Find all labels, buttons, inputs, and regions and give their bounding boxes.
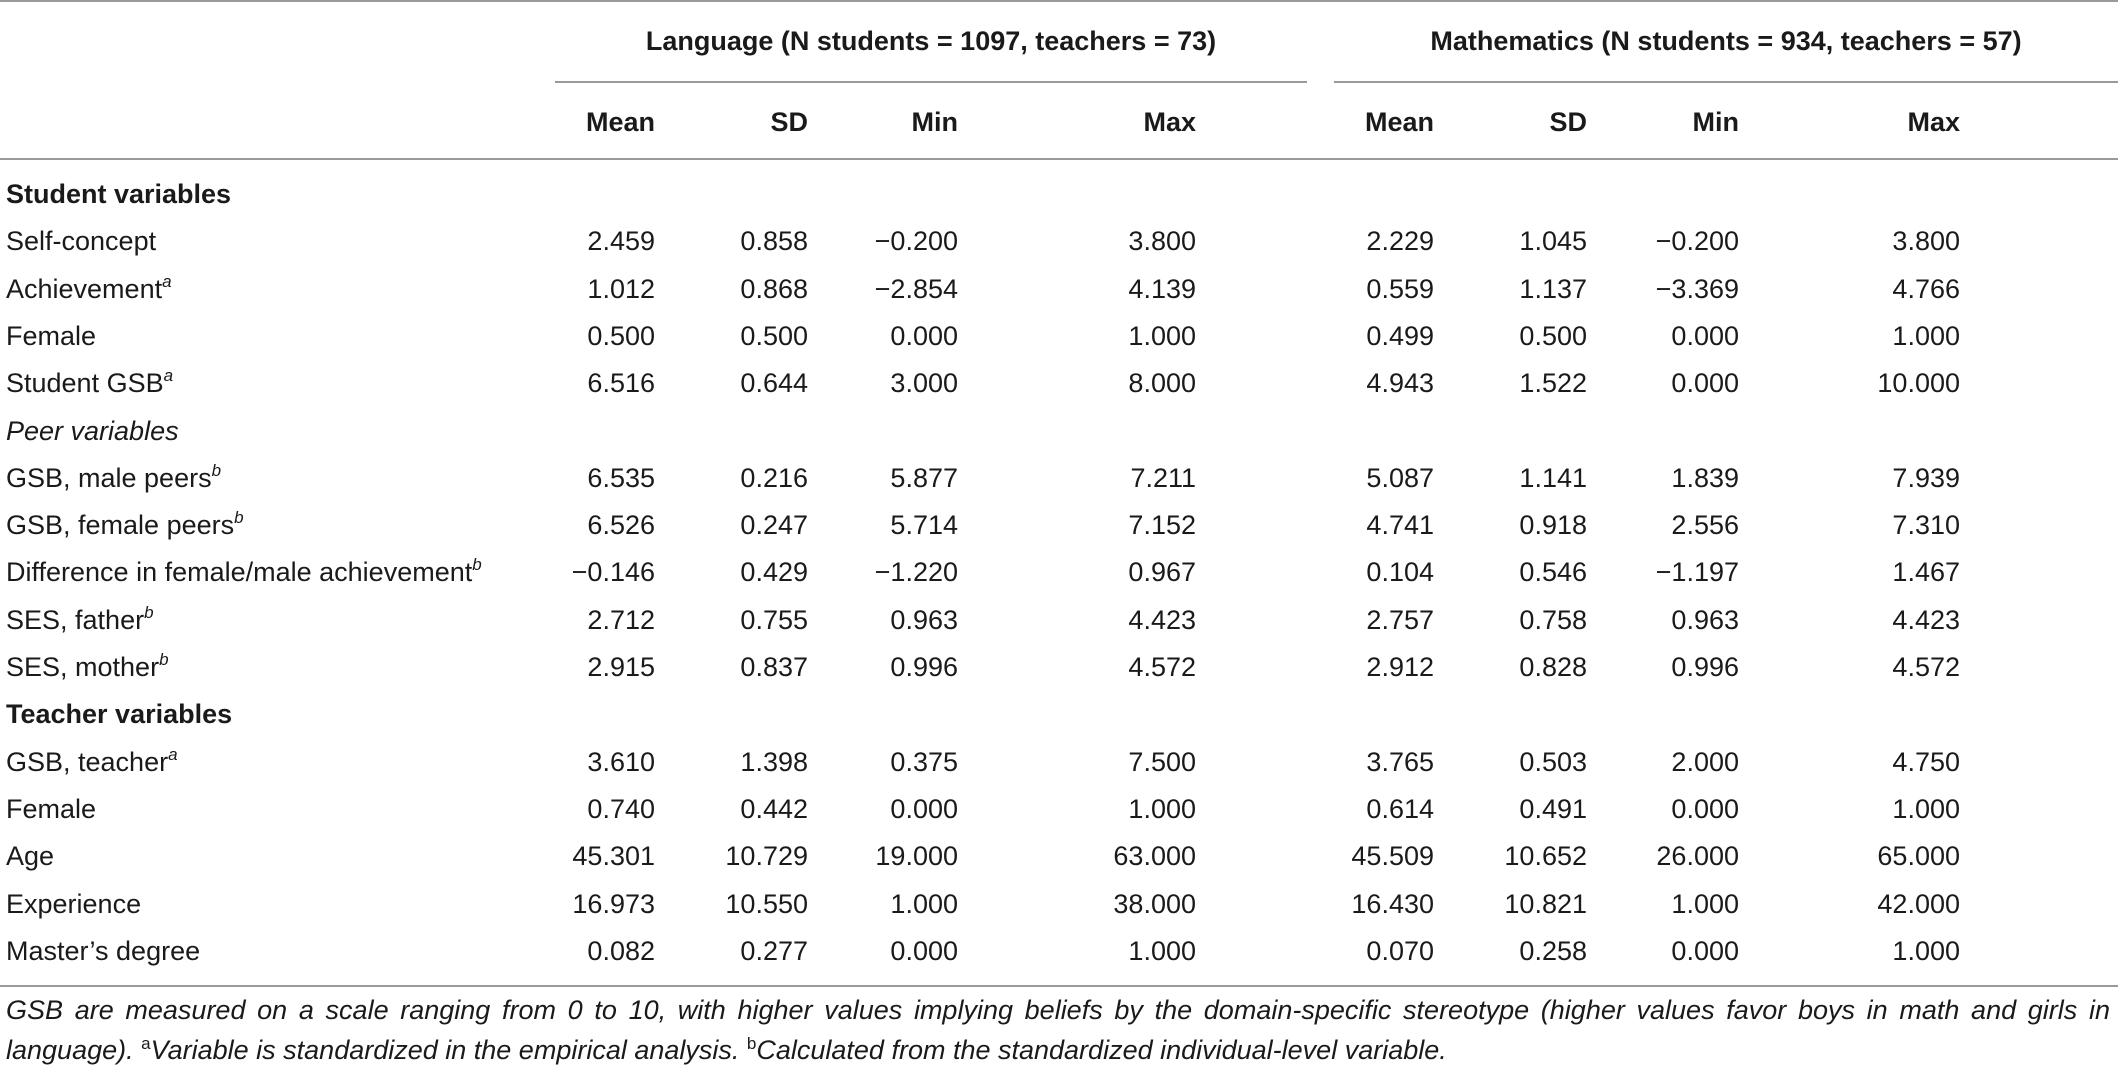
table-cell-language-min: −1.220 (874, 557, 958, 588)
column-header-language-sd: SD (770, 107, 808, 137)
table-cell-mathematics-min: 1.839 (1671, 462, 1739, 493)
table-cell-mathematics-mean: 0.559 (1366, 273, 1434, 304)
column-header-mathematics-mean: Mean (1364, 107, 1434, 137)
table-cell-mathematics-max: 4.423 (1892, 604, 1960, 635)
row-label-text: Experience (6, 888, 142, 919)
table-cell-language-min: −2.854 (874, 273, 958, 304)
row-label-text: Student variables (6, 179, 232, 209)
table-cell-language-mean: 3.610 (587, 746, 655, 777)
top-rule (0, 0, 2118, 2)
table-cell-mathematics-sd: 0.491 (1519, 793, 1587, 824)
table-cell-mathematics-mean: 4.741 (1366, 510, 1434, 541)
column-header-language-min: Min (911, 107, 958, 137)
table-cell-language-mean: 6.535 (587, 462, 655, 493)
table-cell-mathematics-max: 4.766 (1892, 273, 1960, 304)
table-cell-language-sd: 0.837 (740, 652, 808, 682)
footnote-b-text: Calculated from the standardized individual-level variable. (756, 1035, 1447, 1065)
table-cell-mathematics-min: 2.000 (1671, 746, 1739, 777)
table-cell-mathematics-max: 7.939 (1892, 462, 1960, 493)
table-cell-language-mean: 1.012 (587, 273, 655, 304)
table-cell-language-min: 1.000 (890, 888, 958, 919)
language-group-rule (555, 81, 1307, 83)
bottom-rule (0, 985, 2118, 987)
row-label (6, 934, 200, 968)
table-cell-language-mean: 6.516 (587, 368, 655, 399)
row-label-text: Master’s degree (6, 935, 201, 966)
table-cell-mathematics-max: 10.000 (1877, 368, 1960, 399)
row-label (6, 272, 172, 306)
group-header-language: Language (N students = 1097, teachers = 73) (645, 26, 1217, 56)
table-cell-mathematics-min: −3.369 (1655, 273, 1739, 304)
row-label (6, 366, 173, 400)
table-cell-mathematics-sd: 10.821 (1504, 888, 1587, 919)
table-cell-language-max: 4.572 (1128, 652, 1196, 682)
table-cell-language-sd: 0.429 (740, 557, 808, 588)
table-cell-mathematics-mean: 4.943 (1366, 368, 1434, 399)
table-cell-language-min: 0.000 (890, 793, 958, 824)
table-cell-mathematics-max: 3.800 (1892, 226, 1960, 257)
footnote-a-mark: a (141, 1034, 151, 1053)
table-cell-mathematics-sd: 0.258 (1519, 935, 1587, 966)
table-cell-mathematics-min: 0.963 (1671, 604, 1739, 635)
table-cell-mathematics-sd: 0.546 (1519, 557, 1587, 588)
footnote-marker: a (163, 366, 174, 386)
row-label-text: Self-concept (6, 226, 157, 257)
table-cell-language-mean: 2.915 (587, 652, 655, 682)
table-cell-mathematics-max: 42.000 (1877, 888, 1960, 919)
table-cell-language-sd: 0.277 (740, 935, 808, 966)
table-cell-language-min: −0.200 (874, 226, 958, 257)
row-label (6, 224, 156, 258)
table-cell-language-mean: 0.082 (587, 935, 655, 966)
row-label (6, 555, 482, 589)
table-cell-mathematics-max: 7.310 (1892, 510, 1960, 541)
table-cell-mathematics-mean: 0.070 (1366, 935, 1434, 966)
table-cell-mathematics-max: 65.000 (1877, 841, 1960, 872)
row-label-text: Achievement (6, 273, 163, 304)
table-cell-mathematics-mean: 2.912 (1366, 652, 1434, 682)
table-cell-language-min: 0.375 (890, 746, 958, 777)
table-cell-mathematics-min: 1.000 (1671, 888, 1739, 919)
footnote-a-text: Variable is standardized in the empirical analysis. (150, 1035, 740, 1065)
row-label (6, 650, 169, 684)
table-cell-language-sd: 0.644 (740, 368, 808, 399)
row-label (6, 887, 141, 921)
row-label-text: Peer variables (6, 415, 179, 446)
row-label-text: Age (6, 841, 55, 872)
row-label-text: GSB, female peers (6, 510, 235, 541)
table-cell-mathematics-min: 0.996 (1671, 652, 1739, 682)
table-cell-language-max: 7.152 (1128, 510, 1196, 541)
row-label-text: Female (6, 320, 97, 351)
column-header-mathematics-max: Max (1907, 107, 1960, 137)
table-cell-mathematics-sd: 1.141 (1519, 462, 1587, 493)
table-cell-language-mean: 45.301 (572, 841, 655, 872)
table-cell-language-min: 5.877 (890, 462, 958, 493)
table-cell-mathematics-max: 1.467 (1892, 557, 1960, 588)
table-footnote (6, 990, 2110, 1070)
table-cell-language-sd: 0.500 (740, 320, 808, 351)
table-cell-mathematics-max: 1.000 (1892, 793, 1960, 824)
row-label (6, 508, 244, 542)
table-cell-language-max: 8.000 (1128, 368, 1196, 399)
table-cell-language-sd: 0.442 (740, 793, 808, 824)
table-cell-mathematics-mean: 3.765 (1366, 746, 1434, 777)
row-label (6, 603, 154, 637)
table-cell-mathematics-sd: 1.045 (1519, 226, 1587, 257)
table-cell-language-mean: 0.740 (587, 793, 655, 824)
mathematics-group-rule (1334, 81, 2118, 83)
table-cell-mathematics-min: 0.000 (1671, 935, 1739, 966)
table-cell-mathematics-sd: 1.522 (1519, 368, 1587, 399)
table-cell-language-min: 19.000 (875, 841, 958, 872)
table-cell-mathematics-min: 0.000 (1671, 320, 1739, 351)
footnote-b-mark: b (746, 1034, 757, 1053)
footnote-marker: b (159, 650, 169, 669)
table-cell-language-min: 3.000 (890, 368, 958, 399)
row-label (6, 319, 96, 353)
footnote-marker: b (472, 555, 482, 575)
row-label (6, 839, 54, 873)
table-cell-language-mean: −0.146 (571, 557, 655, 588)
table-cell-mathematics-mean: 2.757 (1366, 604, 1434, 635)
row-label-text: GSB, teacher (6, 746, 169, 777)
table-cell-language-max: 1.000 (1128, 793, 1196, 824)
group-header-mathematics: Mathematics (N students = 934, teachers = 57) (1430, 26, 2022, 56)
table-cell-language-max: 63.000 (1113, 841, 1196, 872)
table-cell-language-max: 3.800 (1128, 226, 1196, 257)
table-cell-language-mean: 6.526 (587, 510, 655, 541)
table-cell-mathematics-mean: 45.509 (1351, 841, 1434, 872)
table-cell-language-sd: 0.868 (740, 273, 808, 304)
column-header-mathematics-min: Min (1692, 107, 1739, 137)
header-rule (0, 158, 2118, 160)
table-cell-mathematics-max: 1.000 (1892, 935, 1960, 966)
table-cell-language-sd: 0.858 (740, 226, 808, 257)
table-cell-mathematics-max: 4.750 (1892, 746, 1960, 777)
table-cell-mathematics-sd: 0.500 (1519, 320, 1587, 351)
table-cell-language-sd: 10.550 (725, 888, 808, 919)
column-header-language-mean: Mean (585, 107, 655, 137)
table-cell-mathematics-sd: 0.918 (1519, 510, 1587, 541)
row-label-text: SES, mother (6, 652, 160, 682)
table-cell-language-max: 38.000 (1113, 888, 1196, 919)
table-cell-language-max: 0.967 (1128, 557, 1196, 588)
table-cell-language-mean: 2.712 (587, 604, 655, 635)
table-cell-language-max: 1.000 (1128, 935, 1196, 966)
footnote-marker: a (162, 271, 172, 291)
table-cell-language-mean: 16.973 (572, 888, 655, 919)
table-cell-mathematics-sd: 0.758 (1519, 604, 1587, 635)
row-label-text: Female (6, 793, 97, 824)
row-label-text: Difference in female/male achievement (6, 557, 473, 588)
row-label-text: Student GSB (6, 368, 164, 399)
table-cell-language-sd: 0.216 (740, 462, 808, 493)
table-cell-mathematics-mean: 16.430 (1351, 888, 1434, 919)
table-cell-language-min: 0.963 (890, 604, 958, 635)
row-label (6, 792, 96, 826)
table-cell-mathematics-min: 0.000 (1671, 793, 1739, 824)
table-cell-language-sd: 1.398 (740, 746, 808, 777)
row-label-text: GSB, male peers (6, 462, 212, 493)
table-cell-mathematics-min: −0.200 (1655, 226, 1739, 257)
table-cell-mathematics-sd: 10.652 (1504, 841, 1587, 872)
row-label (6, 697, 232, 731)
table-cell-mathematics-min: 0.000 (1671, 368, 1739, 399)
footnote-marker: b (234, 508, 244, 528)
table-cell-mathematics-sd: 0.503 (1519, 746, 1587, 777)
table-cell-language-min: 0.000 (890, 320, 958, 351)
table-cell-mathematics-max: 4.572 (1892, 652, 1960, 682)
column-header-mathematics-sd: SD (1549, 107, 1587, 137)
table-cell-mathematics-max: 1.000 (1892, 320, 1960, 351)
table-cell-language-sd: 10.729 (725, 841, 808, 872)
row-label (6, 745, 178, 779)
table-cell-language-sd: 0.247 (740, 510, 808, 541)
column-header-language-max: Max (1143, 107, 1196, 137)
table-cell-language-mean: 2.459 (587, 226, 655, 257)
footnote-marker: b (211, 460, 222, 480)
table-cell-language-sd: 0.755 (740, 604, 808, 635)
row-label (6, 177, 231, 211)
table-cell-language-max: 7.500 (1128, 746, 1196, 777)
table-cell-mathematics-min: 26.000 (1656, 841, 1739, 872)
row-label (6, 461, 221, 495)
footnote-main: GSB are measured on a scale ranging from 0 to 10, with higher values implying beliefs by the domain-specific stereotype (higher values favor boys in math and girls in language). (6, 995, 2110, 1065)
footnote-marker: b (144, 602, 154, 622)
table-cell-language-max: 1.000 (1128, 320, 1196, 351)
row-label-text: SES, father (6, 604, 145, 635)
table-cell-language-min: 0.996 (890, 652, 958, 682)
table-cell-mathematics-mean: 0.104 (1366, 557, 1434, 588)
table-cell-mathematics-mean: 2.229 (1366, 226, 1434, 257)
row-label (6, 414, 179, 448)
table-cell-mathematics-mean: 0.614 (1366, 793, 1434, 824)
table-cell-language-max: 4.139 (1128, 273, 1196, 304)
table-cell-language-mean: 0.500 (587, 320, 655, 351)
table-cell-language-max: 4.423 (1128, 604, 1196, 635)
table-cell-mathematics-sd: 1.137 (1519, 273, 1587, 304)
row-label-text: Teacher variables (6, 699, 233, 730)
footnote-marker: a (168, 744, 178, 764)
table-cell-language-min: 5.714 (890, 510, 958, 541)
table-cell-language-min: 0.000 (890, 935, 958, 966)
table-cell-mathematics-mean: 5.087 (1366, 462, 1434, 493)
table-cell-language-max: 7.211 (1130, 462, 1196, 493)
table-cell-mathematics-mean: 0.499 (1366, 320, 1434, 351)
table-cell-mathematics-sd: 0.828 (1519, 652, 1587, 682)
table-cell-mathematics-min: 2.556 (1671, 510, 1739, 541)
table-cell-mathematics-min: −1.197 (1655, 557, 1739, 588)
